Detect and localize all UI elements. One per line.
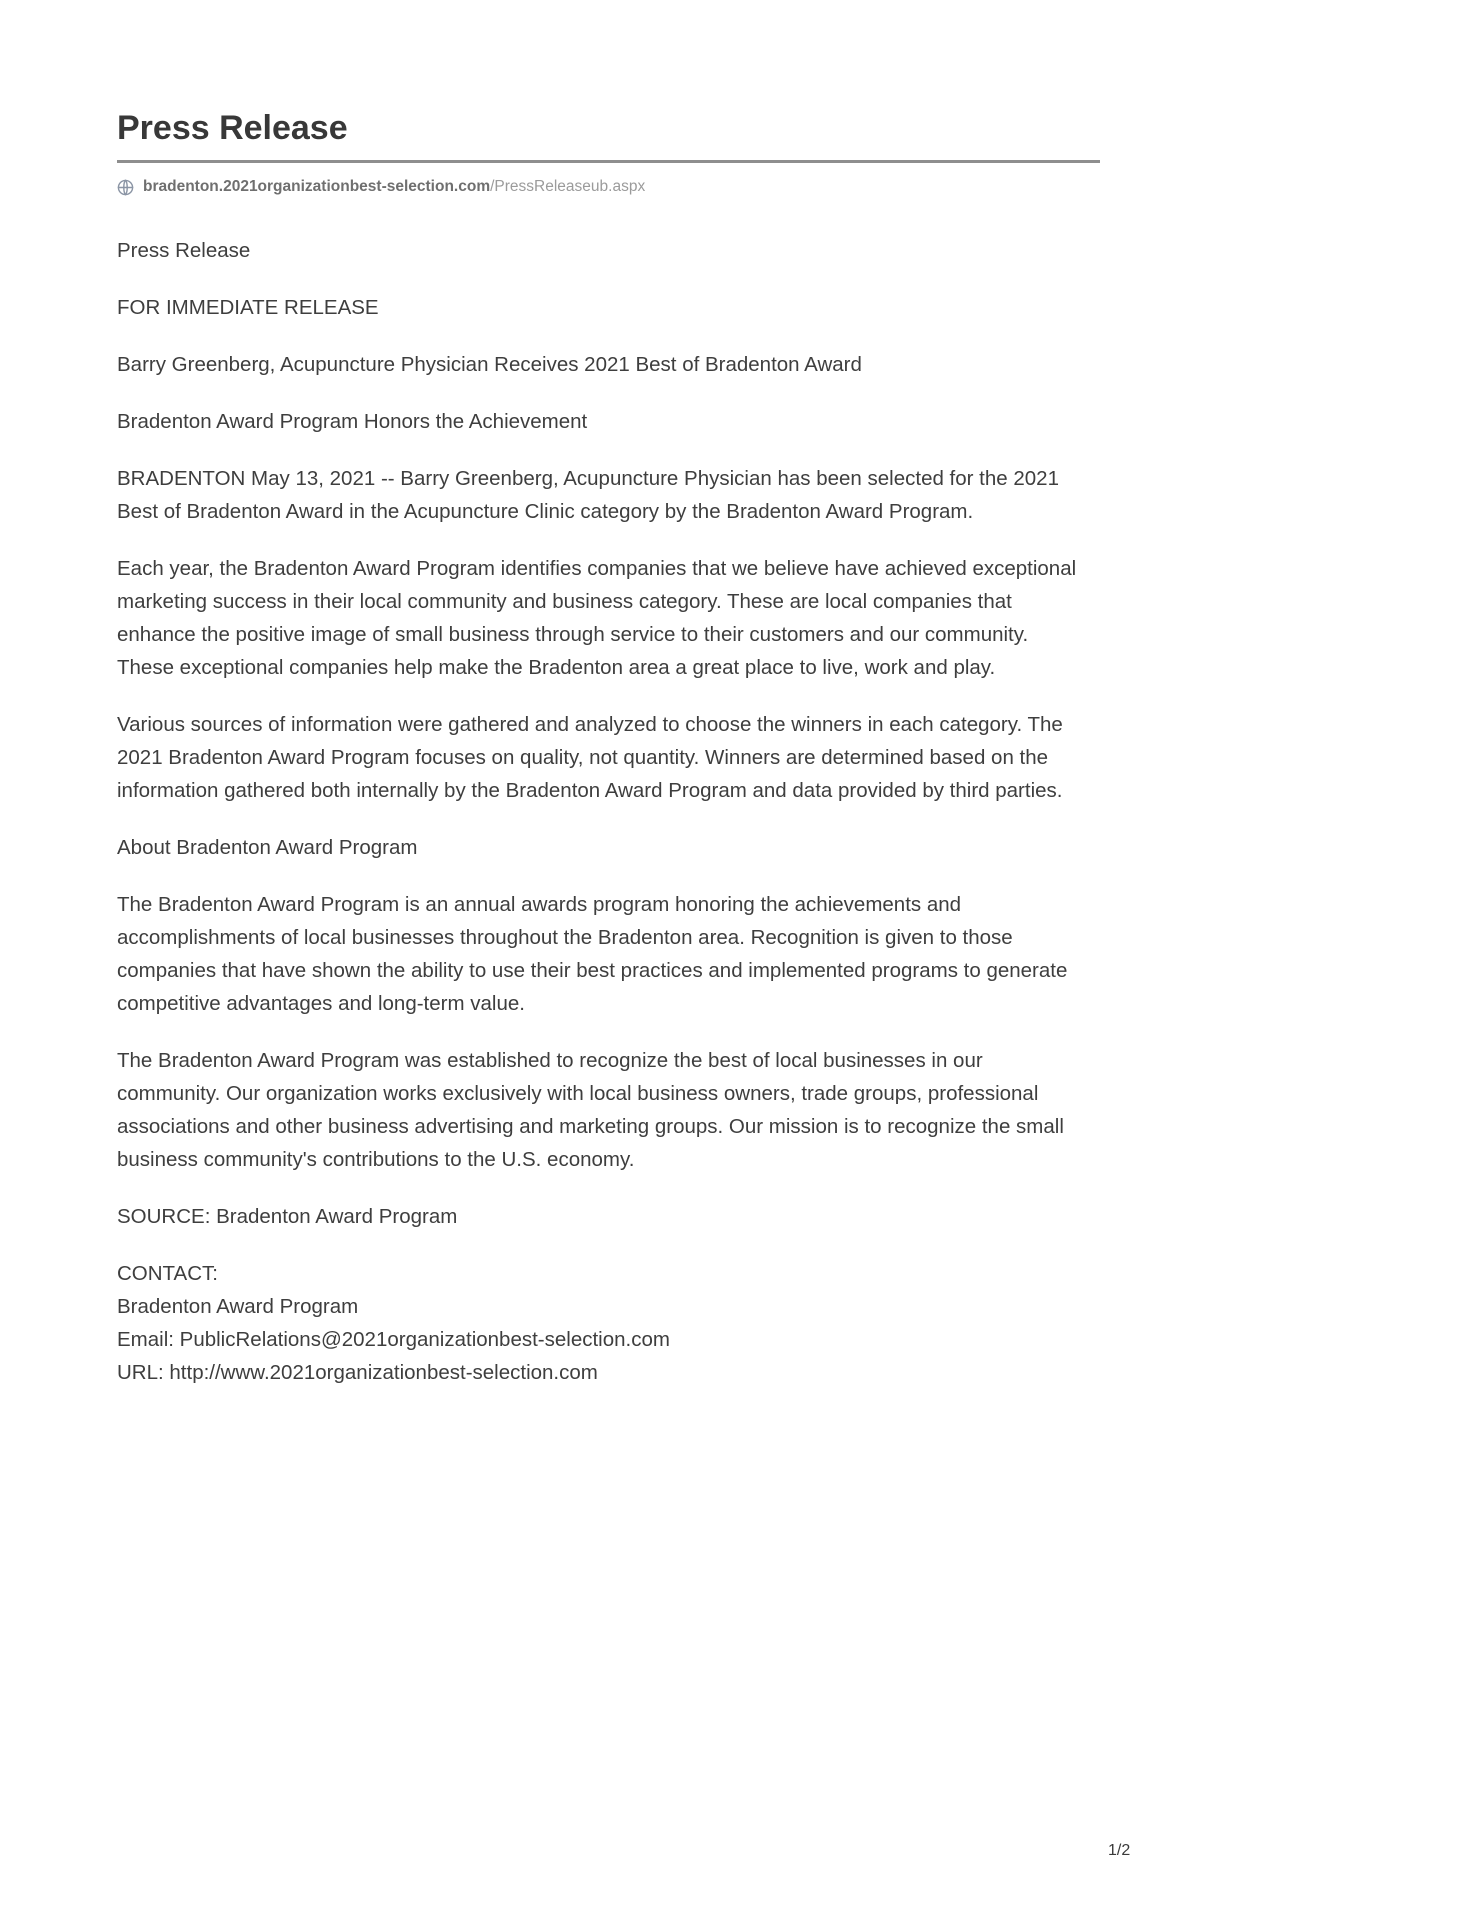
paragraph-for-immediate-release: FOR IMMEDIATE RELEASE <box>117 296 379 319</box>
contact-line-email: Email: PublicRelations@2021organizationbest-selection.com <box>117 1328 670 1351</box>
globe-icon <box>117 179 134 196</box>
source-url-domain: bradenton.2021organizationbest-selection.com <box>143 178 491 195</box>
contact-block <box>117 1257 1085 1389</box>
title-divider <box>117 160 1100 163</box>
contact-line-url: URL: http://www.2021organizationbest-selection.com <box>117 1361 598 1384</box>
paragraph-source: SOURCE: Bradenton Award Program <box>117 1205 458 1228</box>
paragraph-press-release-label: Press Release <box>117 239 251 262</box>
contact-line-label: CONTACT: <box>117 1262 218 1285</box>
paragraph-subheadline: Bradenton Award Program Honors the Achievement <box>117 410 588 433</box>
paragraph-about-heading: About Bradenton Award Program <box>117 836 418 859</box>
paragraph-about-1: The Bradenton Award Program is an annual awards program honoring the achievements and accomplishments of local businesses throughout the Bradenton area. Recognition is given to those companies that have shown the ability to use their best practices and implemented programs to generate competitive advantages and long-term value. <box>117 893 1068 1015</box>
press-release-document <box>117 108 1107 1413</box>
document-body <box>117 234 1085 1389</box>
contact-line-org: Bradenton Award Program <box>117 1295 359 1318</box>
page-number: 1/2 <box>1108 1842 1131 1859</box>
paragraph-body-1: Each year, the Bradenton Award Program identifies companies that we believe have achieved exceptional marketing success in their local community and business category. These are local companies that enhance the positive image of small business through service to their customers and our community. These exceptional companies help make the Bradenton area a great place to live, work and play. <box>117 557 1077 679</box>
paragraph-headline: Barry Greenberg, Acupuncture Physician Receives 2021 Best of Bradenton Award <box>117 353 862 376</box>
source-url-path: /PressReleaseub.aspx <box>490 178 646 195</box>
paragraph-dateline-lead: BRADENTON May 13, 2021 -- Barry Greenberg, Acupuncture Physician has been selected for the 2021 Best of Bradenton Award in the Acupuncture Clinic category by the Bradenton Award Program. <box>117 467 1059 523</box>
source-url-row <box>117 177 1107 197</box>
page-title: Press Release <box>117 109 348 147</box>
paragraph-body-2: Various sources of information were gathered and analyzed to choose the winners in each category. The 2021 Bradenton Award Program focuses on quality, not quantity. Winners are determined based on the information gathered both internally by the Bradenton Award Program and data provided by third parties. <box>117 713 1063 802</box>
paragraph-about-2: The Bradenton Award Program was established to recognize the best of local businesses in our community. Our organization works exclusively with local business owners, trade groups, professional associations and other business advertising and marketing groups. Our mission is to recognize the small business community's contributions to the U.S. economy. <box>117 1049 1064 1171</box>
